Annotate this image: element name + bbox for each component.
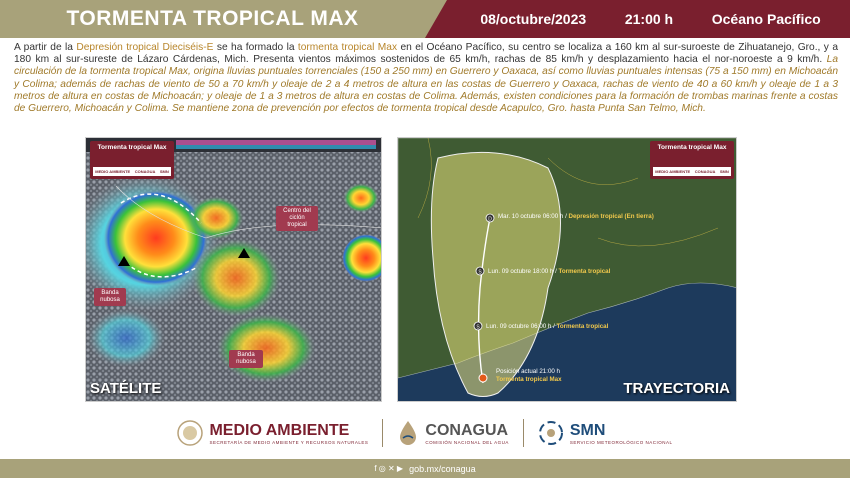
logo-conagua-name: CONAGUA — [425, 421, 509, 439]
trajectory-panel — [397, 137, 737, 402]
bulletin-text — [14, 42, 838, 115]
storm-badge-label: Tormenta tropical Max — [657, 144, 727, 151]
logo-medio-ambiente-name: MEDIO AMBIENTE — [209, 421, 350, 439]
weather-swirl-icon — [538, 420, 564, 446]
social-icons[interactable]: f ◎ ✕ ▶ — [374, 464, 404, 473]
track-point-3 — [486, 323, 608, 330]
bulletin-date: 08/octubre/2023 — [480, 11, 587, 27]
track-point-stage: Tormenta tropical Max — [496, 376, 562, 383]
page-title: TORMENTA TROPICAL MAX — [66, 7, 359, 30]
badge-logo-medio-ambiente: MEDIO AMBIENTE — [655, 169, 691, 174]
track-point-current — [496, 368, 562, 384]
track-point-stage: Tormenta tropical — [558, 268, 611, 275]
bulletin-region: Océano Pacífico — [711, 11, 821, 27]
logo-medio-ambiente[interactable] — [177, 420, 368, 446]
logo-separator — [523, 419, 524, 447]
highlight-depression: Depresión tropical Dieciséis-E — [76, 42, 214, 53]
track-point-stage: Tormenta tropical — [556, 323, 609, 330]
badge-logo-smn: SMN — [719, 169, 729, 174]
track-point-time: Lun. 09 octubre 06:00 h / — [486, 323, 557, 330]
footer-bar — [0, 459, 850, 478]
callout-cloud-band-1: Banda nubosa — [94, 288, 126, 306]
track-point-time: Mar. 10 octubre 06:00 h / — [498, 213, 569, 220]
logo-conagua[interactable] — [397, 420, 508, 446]
header-info-block — [425, 0, 850, 38]
badge-logos — [93, 167, 171, 176]
track-point-stage: Depresión tropical (En tierra) — [568, 213, 654, 220]
header-title-block — [0, 0, 425, 38]
text-run: se ha formado la — [213, 42, 298, 53]
text-run: en el Océano Pacífico, su centro se localiza a 160 km al sur-suroeste de Zihuatanejo, Gro., y a 180 km al sur-sureste de Lázaro Cárdenas, Mich. Presenta vientos máximos sostenidos de 65 km/h, rachas de 85 km/h y desplazamiento hacia el nor-noroeste a 9 km/h. — [14, 42, 838, 66]
callout-cloud-band-2: Banda nubosa — [229, 350, 263, 368]
logo-medio-ambiente-sub: SECRETARÍA DE MEDIO AMBIENTE Y RECURSOS NATURALES — [209, 439, 369, 445]
svg-text:S: S — [478, 269, 482, 276]
trajectory-caption: TRAYECTORIA — [623, 380, 730, 397]
highlight-storm: tormenta tropical Max — [297, 42, 398, 53]
storm-badge-label: Tormenta tropical Max — [97, 144, 167, 151]
track-point-time: Lun. 09 octubre 18:00 h / — [488, 268, 559, 275]
logo-smn-name: SMN — [569, 421, 606, 439]
logo-smn-sub: SERVICIO METEOROLÓGICO NACIONAL — [569, 439, 673, 445]
water-drop-icon — [397, 420, 419, 446]
track-point-time: Posición actual 21:00 h — [496, 368, 560, 375]
storm-badge-trajectory — [650, 141, 734, 179]
badge-logos — [653, 167, 731, 176]
bulletin-time: 21:00 h — [624, 11, 674, 27]
track-point-1 — [498, 213, 654, 220]
track-point-2 — [488, 268, 610, 275]
satellite-caption: SATÉLITE — [90, 380, 162, 397]
svg-text:D: D — [488, 216, 492, 223]
callout-cyclone-center: Centro del ciclón tropical — [276, 206, 318, 231]
badge-logo-conagua: CONAGUA — [694, 169, 716, 174]
satellite-panel — [85, 137, 382, 402]
logo-conagua-sub: COMISIÓN NACIONAL DEL AGUA — [425, 439, 509, 445]
logo-smn[interactable] — [538, 420, 673, 446]
impacts-text: La circulación de la tormenta tropical Max, origina lluvias puntuales torrenciales (150 a 250 mm) en Guerrero y Oaxaca, así como lluvias puntuales intensas (75 a 150 mm) en Michoacán y Colima; además de rachas de viento de 50 a 70 km/h y oleaje de 2 a 4 metros de altura en las costas de Guerrero y Oaxaca, rachas de viento de 40 a 60 km/h y oleaje de 1 a 3 metros de altura en costas de Michoacán; y oleaje de 1 a 3 metros de altura en costas de Colima. Además, existen condiciones para la formación de trombas marinas frente a costas de Guerrero, Michoacán y Colima. Se mantiene zona de prevención por efectos de tormenta tropical desde Acapulco, Gro. hasta Punta San Telmo, Mich. — [14, 54, 838, 115]
storm-badge-satellite — [90, 141, 174, 179]
logo-separator — [382, 419, 383, 447]
footer-url-link[interactable]: gob.mx/conagua — [409, 463, 476, 474]
text-run: A partir de la — [14, 42, 77, 53]
badge-logo-medio-ambiente: MEDIO AMBIENTE — [95, 169, 131, 174]
eagle-seal-icon — [177, 420, 203, 446]
header-bar — [0, 0, 850, 38]
svg-text:S: S — [476, 324, 480, 331]
badge-logo-conagua: CONAGUA — [134, 169, 156, 174]
footer-logos — [0, 408, 850, 458]
badge-logo-smn: SMN — [159, 169, 169, 174]
